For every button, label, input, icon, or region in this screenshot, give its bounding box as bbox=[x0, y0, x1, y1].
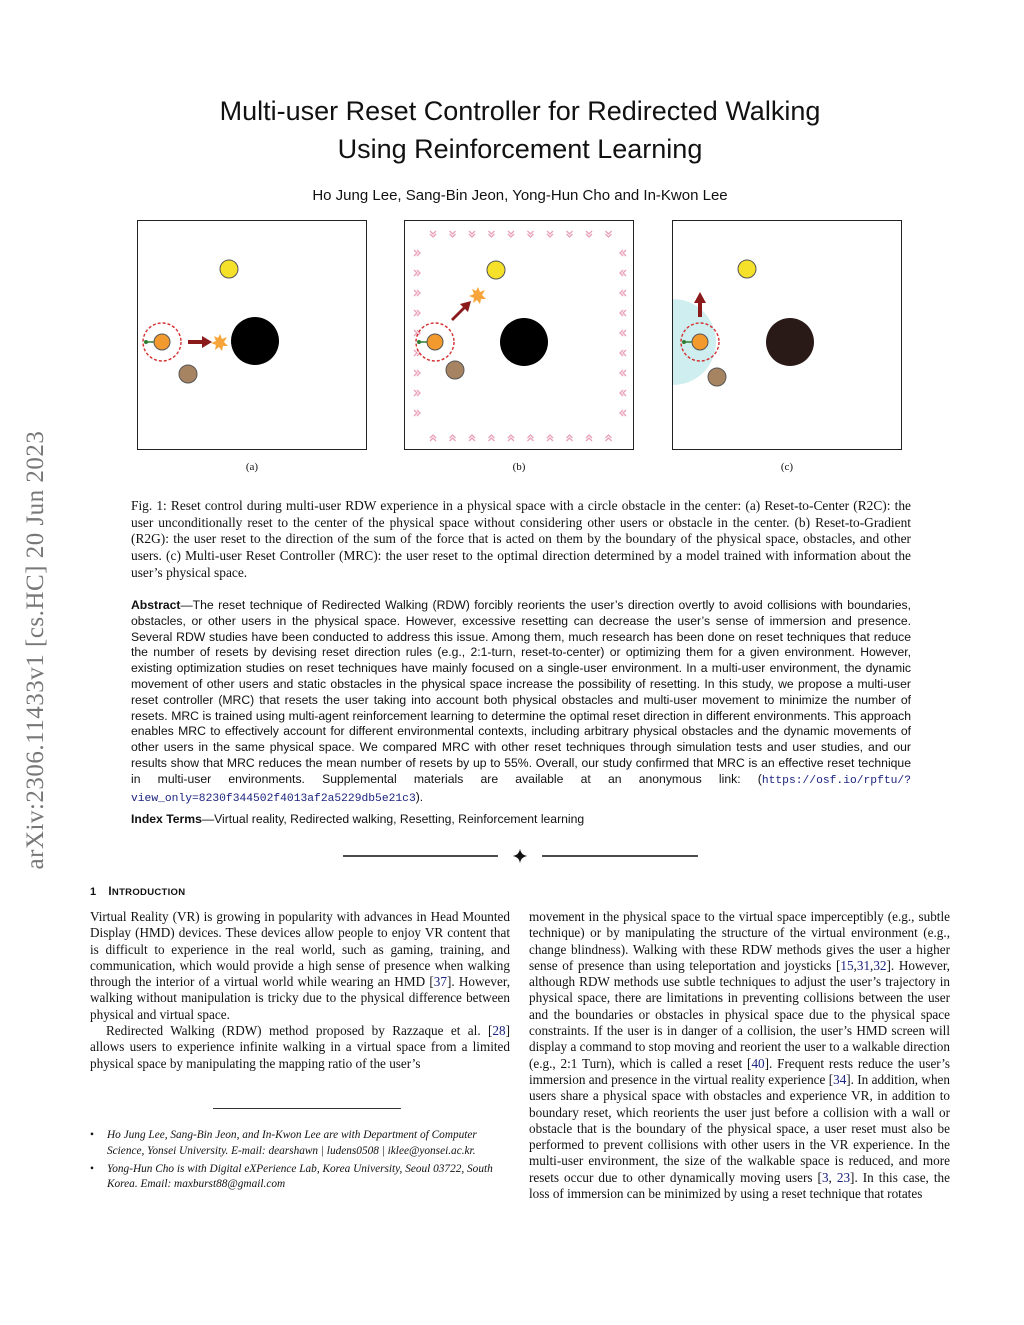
section-title-rest: NTRODUCTION bbox=[111, 887, 186, 898]
collision-burst bbox=[469, 287, 486, 304]
bullet-icon: • bbox=[90, 1162, 94, 1175]
citation-link[interactable]: 34 bbox=[833, 1071, 847, 1087]
paragraph-3-text: ]. Frequent rests reduce the user’s immersion and presence in the virtual reality experience [ bbox=[529, 1055, 950, 1087]
other-user-brown bbox=[179, 365, 197, 383]
arxiv-sidebar-stamp bbox=[6, 350, 66, 950]
force-chevron-icon bbox=[620, 290, 626, 296]
subfigure-label-c: (c) bbox=[780, 461, 794, 473]
section-title-initial: I bbox=[108, 886, 112, 898]
abstract-label: Abstract bbox=[131, 598, 181, 612]
force-chevron-icon bbox=[414, 410, 420, 416]
force-chevron-icon bbox=[414, 370, 420, 376]
collision-burst bbox=[211, 334, 228, 351]
citation-link[interactable]: 37 bbox=[433, 974, 447, 990]
force-chevron-icon bbox=[586, 435, 592, 441]
obstacle-circle bbox=[766, 318, 814, 366]
force-chevron-icon bbox=[547, 231, 553, 237]
title-line-1: Multi-user Reset Controller for Redirected Walking bbox=[219, 96, 821, 126]
force-chevron-icon bbox=[586, 231, 592, 237]
force-chevron-icon bbox=[508, 231, 514, 237]
divider-star-icon bbox=[513, 849, 527, 863]
footnote-affiliation-1 bbox=[90, 1128, 510, 1160]
section-divider bbox=[343, 849, 698, 863]
subfigure-label-a: (a) bbox=[245, 461, 259, 473]
user-heading-dot bbox=[144, 340, 148, 344]
force-chevron-icon bbox=[508, 435, 514, 441]
paragraph-2-end: ] allows users to experience infinite walking in a virtual space from a limited physical space by manipulating the mapping ratio of the user’s bbox=[90, 1023, 510, 1071]
panel-b-drawing bbox=[405, 221, 635, 451]
user-heading-dot bbox=[682, 340, 686, 344]
other-user-brown bbox=[446, 361, 464, 379]
reset-direction-arrow bbox=[188, 336, 212, 348]
section-number: 1 bbox=[90, 886, 97, 898]
paragraph-1 bbox=[90, 909, 510, 1023]
force-chevron-icon bbox=[620, 270, 626, 276]
paragraph-3-text: ]. In this case, the loss of immersion can be minimized by using a reset technique that rotates bbox=[529, 1169, 950, 1202]
paragraph-1-end: ]. However, walking without manipulation is tricky due to the physical difference between physical and virtual space. bbox=[90, 974, 510, 1022]
abstract-end: ). bbox=[415, 789, 424, 804]
force-chevron-icon bbox=[620, 310, 626, 316]
other-user-yellow bbox=[220, 260, 238, 278]
citation-link[interactable]: 15 bbox=[840, 957, 854, 973]
paragraph-1-text: Virtual Reality (VR) is growing in popularity with advances in Head Mounted Display (HMD) devices. These devices allow people to enjoy VR content that is difficult to experience in the real world, such as gaming, training, and communication, which would provide a high sense of presence when walking through the interior of a virtual world while wearing an HMD [ bbox=[90, 909, 510, 990]
force-chevron-icon bbox=[469, 435, 475, 441]
obstacle-circle bbox=[500, 318, 548, 366]
paragraph-2 bbox=[90, 1023, 510, 1072]
force-chevron-icon bbox=[430, 435, 436, 441]
force-chevron-icon bbox=[489, 435, 495, 441]
other-user-yellow bbox=[738, 260, 756, 278]
index-terms-label: Index Terms bbox=[131, 812, 202, 826]
force-chevron-icon bbox=[528, 231, 534, 237]
force-chevron-icon bbox=[414, 310, 420, 316]
force-chevron-icon bbox=[450, 231, 456, 237]
force-chevron-icon bbox=[620, 330, 626, 336]
force-chevron-icon bbox=[414, 290, 420, 296]
force-chevron-icon bbox=[414, 270, 420, 276]
paragraph-3-text: movement in the physical space to the virtual space imperceptibly (e.g., subtle technique) or by manipulating the structure of the virtual environment (e.g., change blindness). Walking with these RDW methods gives the user a higher sense of presence than using teleportation and joysticks [ bbox=[529, 909, 950, 973]
citation-link[interactable]: 32 bbox=[873, 957, 887, 973]
force-chevron-icon bbox=[620, 410, 626, 416]
force-chevron-icon bbox=[620, 250, 626, 256]
index-terms-text: —Virtual reality, Redirected walking, Resetting, Reinforcement learning bbox=[201, 812, 585, 826]
obstacle-circle bbox=[231, 317, 279, 365]
right-column bbox=[529, 909, 950, 1202]
force-chevron-icon bbox=[414, 390, 420, 396]
force-chevron-icon bbox=[528, 435, 534, 441]
citation-link[interactable]: 40 bbox=[751, 1055, 765, 1071]
user-circle bbox=[154, 334, 170, 350]
abstract bbox=[131, 598, 911, 807]
force-chevron-icon bbox=[547, 435, 553, 441]
subfigure-label-b: (b) bbox=[512, 461, 526, 473]
figure-panel-a bbox=[137, 220, 367, 450]
force-chevron-icon bbox=[620, 350, 626, 356]
figure-caption: Fig. 1: Reset control during multi-user RDW experience in a physical space with a circle obstacle in the center: (a) Reset-to-Center (R2C): the user unconditionally reset to the center of the physical space without considering other users or obstacle in the center. (b) Reset-to-Gradient (R2G): the user reset to the direction of the sum of the force that is acted on them by the boundary of the physical space, obstacles, and other users. (c) Multi-user Reset Controller (MRC): the user reset to the optimal direction determined by a model trained with information about the user’s physical space. bbox=[131, 498, 911, 580]
other-user-yellow bbox=[487, 261, 505, 279]
citation-link[interactable]: 28 bbox=[492, 1023, 506, 1039]
paper-title bbox=[140, 92, 900, 168]
section-heading-introduction bbox=[90, 886, 185, 898]
footnote-rule bbox=[213, 1108, 401, 1109]
bullet-icon: • bbox=[90, 1129, 94, 1141]
footnote-text: Ho Jung Lee, Sang-Bin Jeon, and In-Kwon Lee are with Department of Computer Science, Yonsei University. E-mail: dearshawn | ludens0508 | iklee@yonsei.ac.kr. bbox=[107, 1129, 477, 1157]
paragraph-2-text: Redirected Walking (RDW) method proposed by Razzaque et al. [ bbox=[106, 1023, 493, 1039]
left-column bbox=[90, 909, 510, 1072]
citation-link[interactable]: 3 bbox=[821, 1169, 829, 1185]
figure-panel-b bbox=[404, 220, 634, 450]
panel-a-drawing bbox=[138, 221, 368, 451]
figure-panel-c bbox=[672, 220, 902, 450]
force-chevron-icon bbox=[620, 370, 626, 376]
footnote-affiliation-2 bbox=[90, 1162, 510, 1194]
paragraph-3-text: ]. In addition, when users share a physical space with obstacles and experience VR, in addition to boundary reset, which reorients the user just before a collision with a wall or obstacle that is the boundary of the physical space, a user reset must also be performed to prevent collisions with other users in the VR experience. In the multi-user environment, the size of the walkable space is reduced, and more resets occur due to other dynamically moving users [ bbox=[529, 1071, 950, 1185]
force-chevron-icon bbox=[489, 231, 495, 237]
citation-link[interactable]: 23 bbox=[836, 1169, 851, 1185]
footnote-text: Yong-Hun Cho is with Digital eXPerience Lab, Korea University, Seoul 03722, South Korea. Email: maxburst88@gmail.com bbox=[107, 1162, 493, 1191]
other-user-brown bbox=[708, 368, 726, 386]
footnotes bbox=[90, 1128, 510, 1195]
user-circle bbox=[692, 334, 708, 350]
force-chevron-icon bbox=[469, 231, 475, 237]
force-chevron-icon bbox=[430, 231, 436, 237]
panel-c-drawing bbox=[673, 221, 903, 451]
supplemental-link[interactable]: https://osf.io/rpftu/?view_only=8230f344502f4013af2a5229db5e21c3 bbox=[131, 774, 911, 805]
index-terms bbox=[131, 812, 911, 826]
reset-direction-arrow bbox=[451, 301, 471, 321]
title-line-2: Using Reinforcement Learning bbox=[337, 134, 703, 164]
arxiv-id[interactable]: arXiv:2306.11433v1 [cs.HC] 20 Jun 2023 bbox=[22, 430, 49, 870]
force-chevron-icon bbox=[606, 435, 612, 441]
paragraph-3: movement in the physical space to the virtual space imperceptibly (e.g., subtle technique) or by manipulating the structure of the virtual environment (e.g., change blindness). Walking with these RDW methods gives the user a higher sense of presence than using teleportation and joysticks [15,31,32]. However, although RDW methods use subtle techniques to adjust the user’s trajectory in physical space, there are limitations in preventing collisions between the user and the boundaries or obstacles in physical space due to the physical space constraints. If the user is in danger of a collision, the user’s HMD screen will display a command to stop moving and reorient the user to a walkable direction (e.g., 2:1 Turn), which is called a reset [40]. Frequent rests reduce the user’s immersion and presence in the virtual reality experience [34]. In addition, when users share a physical space with obstacles and experience VR, in addition to boundary reset, which reorients the user just before a collision with a wall or obstacle that is the boundary of the physical space, a user reset must also be performed to prevent collisions with other users in the VR experience. In the multi-user environment, the size of the walkable space is reduced, and more resets occur due to other dynamically moving users [3, 23]. In this case, the loss of immersion can be minimized by using a reset technique that rotates bbox=[529, 909, 950, 1202]
user-circle bbox=[427, 334, 443, 350]
force-chevron-icon bbox=[567, 231, 573, 237]
abstract-text: —The reset technique of Redirected Walking (RDW) forcibly reorients the user’s direction overtly to avoid collisions with boundaries, obstacles, or other users in the physical space. However, excessive resetting can decrease the user’s sense of immersion and presence. Several RDW studies have been conducted to address this issue. Among them, much research has been done on reset techniques that reduce the number of resets by devising reset direction rules (e.g., 2:1-turn, reset-to-center) or optimizing them for a given environment. However, existing optimization studies on reset techniques have mainly focused on a single-user environment. In a multi-user environment, the dynamic movement of other users and static obstacles in the physical space increase the possibility of resetting. In this study, we propose a multi-user reset controller (MRC) that resets the user taking into account both physical obstacles and multi-user movement to minimize the number of resets. MRC is trained using multi-agent reinforcement learning to determine the optimal reset direction in different environments. This approach enables MRC to effectively account for different environmental contexts, including arbitrary physical obstacles and the dynamic movements of other users in the same physical space. We compared MRC with other reset techniques through simulation tests and user studies, and our results show that MRC reduces the mean number of resets by up to 55%. Overall, our study confirmed that MRC is an effective reset technique in multi-user environments. Supplemental materials are available at an anonymous link: ( bbox=[131, 598, 911, 786]
force-chevron-icon bbox=[606, 231, 612, 237]
author-list: Ho Jung Lee, Sang-Bin Jeon, Yong-Hun Cho and In-Kwon Lee bbox=[312, 187, 728, 204]
paragraph-3-text: ]. However, although RDW methods use subtle techniques to adjust the user’s trajectory in physical space, there are limitations in preventing collisions between the user and the boundaries or obstacles in physical space due to the physical space constraints. If the user is in danger of a collision, the user’s HMD screen will display a command to stop moving and reorient the user to a walkable direction (e.g., 2:1 Turn), which is called a reset [ bbox=[529, 957, 950, 1071]
force-chevron-icon bbox=[450, 435, 456, 441]
force-chevron-icon bbox=[567, 435, 573, 441]
force-chevron-icon bbox=[414, 250, 420, 256]
force-chevron-icon bbox=[620, 390, 626, 396]
citation-link[interactable]: 31 bbox=[856, 957, 871, 973]
